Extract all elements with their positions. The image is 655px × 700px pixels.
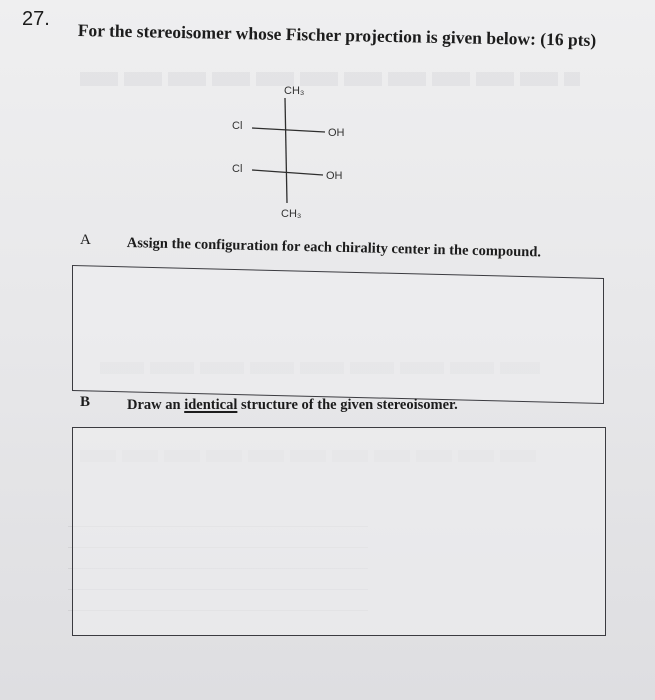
part-b-emphasis: identical [184, 397, 238, 413]
part-a-letter: A [80, 232, 91, 248]
bottom-methyl-label: CH₃ [281, 208, 302, 220]
upper-right-substituent: OH [328, 127, 345, 139]
top-methyl-text: CH₃ [284, 85, 305, 97]
part-a-instructions: Assign the configuration for each chirality center in the compound. [126, 235, 542, 261]
lower-left-substituent: Cl [232, 163, 243, 175]
part-a-answer-box[interactable] [72, 265, 604, 404]
part-b-letter: B [80, 394, 91, 410]
upper-left-substituent: Cl [232, 120, 243, 132]
part-b-instructions [127, 397, 458, 414]
question-number: 27. [22, 8, 50, 30]
vertical-backbone-bond [285, 98, 287, 203]
upper-horizontal-bond [252, 128, 325, 132]
part-b-answer-box[interactable] [72, 427, 606, 636]
lower-horizontal-bond [252, 170, 323, 175]
lower-right-substituent: OH [326, 170, 343, 182]
fischer-bonds [252, 98, 325, 203]
top-methyl-label [284, 85, 304, 97]
question-prompt: For the stereoisomer whose Fischer projection is given below: (16 pts) [77, 20, 597, 50]
part-b-text-after: structure of the given stereoisomer. [241, 397, 458, 413]
bleed-through-text [80, 72, 580, 86]
part-b-text-before: Draw an [127, 397, 181, 413]
